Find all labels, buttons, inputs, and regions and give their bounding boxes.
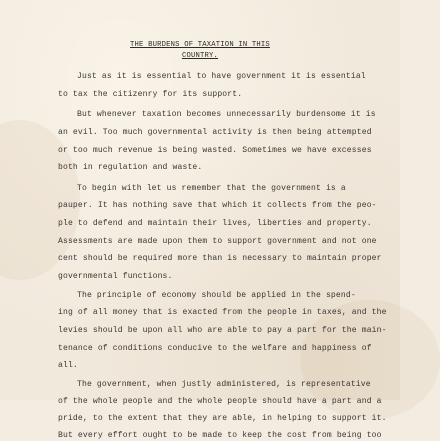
text-line: of the whole people and the whole people should have a part and a [58,397,382,406]
text-line: The principle of economy should be applied in the spend- [77,291,356,300]
text-line: Assessments are made upon them to support government and not one [58,237,377,246]
text-line: an evil. Too much governmental activity is then being attempted [58,128,372,137]
text-line: both in regulation and waste. [58,163,203,172]
text-line: levies should be upon all who are able to pay a part for the main- [58,326,387,335]
text-line: cent should be required more than is necessary to maintain proper [58,254,382,263]
text-line: The government, when justly administered, is representative [77,380,371,389]
text-line: But every effort ought to be made to keep the cost from being too [58,431,382,440]
text-line: ple to defend and maintain their lives, liberties and property. [58,219,372,228]
title-line-2: COUNTRY. [181,52,219,60]
title-line-1: THE BURDENS OF TAXATION IN THIS [130,41,270,49]
text-line: tenance of conditions conducive to the welfare and happiness of [58,344,372,353]
text-line: Just as it is essential to have government it is essential [77,72,366,81]
text-line: governmental functions. [58,272,173,281]
document-title [0,40,400,62]
text-line: pride, to the extent that they are able, in helping to support it. [58,414,387,423]
text-line: pauper. It has nothing save that which it collects from the peo- [58,201,377,210]
text-line: or too much revenue is being wasted. Sometimes we have excesses [58,146,372,155]
text-line: To begin with let us remember that the government is a [77,184,346,193]
text-line: But whenever taxation becomes unnecessarily burdensome it is [77,110,376,119]
text-line: to tax the citizenry for its support. [58,90,243,99]
text-line: ing of all money that is exacted from the people in taxes, and the [58,308,387,317]
text-line: all. [58,361,78,370]
